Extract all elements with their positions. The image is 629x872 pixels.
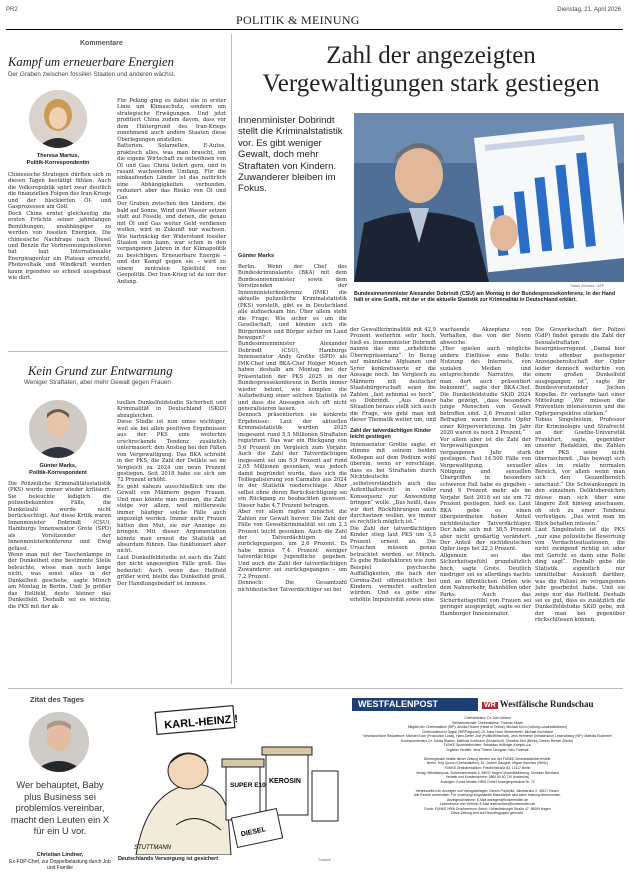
article-text-col4: Die Gewerkschaft der Polizei (GdP) findet gerade die Zahl der Sexualstraftaten besorgniserregend. „Damal hier trotz offenbar gestiegener Anzeigebereitschaft der Opfer leider dennoch weiterhin von einem großen Dunkelfeld ausgegangen ist“, sagte ihr Bundesvorsitzender Jochen Kopelke. Er verlangte laut einer Mitteilung: „Wir müssen die Prävention intensivieren und die Opferperspektive stärken.“ Tobias Singelnstein, Professor für Kriminologie und Strafrecht an der Goethe-Universität Frankfurt, sagte, gegenüber unserer Redaktion, die Zahlen der PKS seien nicht überraschend. „Das bewegt sich alles im relativ normalen Bereich, vor allem wenn man sich den Gesamtbereich anschaut.“ Die Schwankungen in den einzelnen Deliktsbereichen müsse man sich über eine längere Zeit hinweg anschauen, ob sich zu einer Tendenz verfestigen. „Das wird man im Blick behalten müssen.“ Laut Singelnstein ist die PKS „nur eine polizeiliche Bewertung von Verdachtssituationen, die nicht zwingend richtig ist oder mit Gericht so dann eine Rolle ding sagt“. Deshalb gebe die Statistik eigentlich nur unmittelbar Auskunft darüber, was die Polizei im vergangenen Jahr gearbeitet habe. Und sie zeige nur das Hellfeld. Deshalb sei es gut, dass es zusätzlich die Dunkelfeldstudie SKiD gebe, mit der man bei gegenüber rückschlüssen können. [535, 327, 625, 624]
commentary-text-col2: Für Peking ging es dabei nie in erster Linie um Klimaschutz, sondern um strategische Erwägungen. Und jetzt profitiert China zudem davon, dass vor dem Hintergrund des Iran-Kriegs zunehmend auch andere Staaten diese Überlegungen anstellen. Batterien, Solarzellen, E-Autos, praktisch alles, was man braucht, um die eigene Wirtschaft zu entwöhnen von Öl und Gas: China liefert gern, und in rasant wachsendem Umfang. Für die einkaufenden Länder ist das natürlich eine Abhängigkeiten verbunden, reduziert aber das Risiko von Öl und Gas. Der Graben zwischen den Ländern, die bald auf Sonne, Wind und Wasser setzen statt auf Fossile, und denen, die genau mit Öl und Gas weiter Geld verdienen wollen, wird in Zukunft nur wachsen. Wie hartnäckig der Widerstand fossiler Staaten sein kann, war schon in den vergangenen Jahren in der Klimapolitik zu besichtigen. Erneuerbare Energie – und der Kampf gegen sie – wird zu einem zentralen Spielfeld von Geopolitik. Der Iran-Krieg ist da nur der Anfang. [117, 98, 226, 285]
quote-person: Christian Lindner, [36, 852, 84, 858]
wr-logo: WR [484, 702, 496, 709]
author-photo [29, 400, 87, 458]
commentary-subline: Weniger Straftaten, aber mehr Gewalt gegen Frauen [24, 379, 171, 386]
cartoon-jar-label: SUPER E10 [230, 782, 266, 789]
commentary-headline: Kampf um erneuerbare Energien [8, 55, 174, 69]
article-photo [354, 113, 624, 282]
cartoon [116, 695, 346, 855]
impressum-text: Chefredakteur: Dr. Jost Lübben Stellvertretender Chefredakteur: Thomas Kloste Mitglied der Chefredaktion (WP): Annika Fischer (Head of Online), Michael Koch (Leitung Lokalredaktionen) Chefredakteur/in Digital (WP/Regional): Dr. Anna Hoch Stellvertreter: Michael Kochtheim Verantwortliche Redakteure: Michael Koch (Produktion Lokal), Hans-Dieter Jost (Politik/Wirtschaft), Jens Hehnerke (Infrastruktur) Lesersdialog (WP): Mathias Eickmeier Korrespondenten: Dr. Tobias Blasius, Matthias Korfmann (Düsseldorf), Christian Kerl (Berlin), Dennis Reimer (Berlin). FUNKE Sportnachrichten: Sebastian Hüttinger-Kampik u.a. Digitaler Vertrieb: Jens Thieme Designer: Nico Trzeciak Überregionale Inhalte dieser Zeitung werden von der FUNKE Zentralredaktion erstellt. Berlin: Jörg Quoos (Chefredakteur), Dr. Jochen Gaugele, Miguel Sanches (Stellv.) FUNKE Zentralredaktion: Friedrichstraße 83, 10117 Berlin Verlag: Westfalenpost, Schürmannstraße 4, 58097 Hagen Geschäftsführung: Christian Nienhaus Vertrieb und Kundenservice: 0800 60 60 710 (kostenlos) Anzeigen: Funke Medien NRW GmbH Anzeigenpreisliste Nr. 72 Verantwortlich für Anzeigen und Verlagsbeilagen: Dennis Przybylla, Jakobstraße 2, 45127 Essen. Alle Rechte vorbehalten. Für unverlangt eingesandte Manuskripte wird keine Haftung übernommen. Anzeigenannahme: E-Mail anzeigen@funkemedien.de Leserservice und Vertrieb: E-Mail leserservice@funkemedien.de Druck: FUNKE NRW Druckzentrum GmbH, Hohenlimburger Straße 47, 58099 Hagen Diese Zeitung wird auf Recyclingpapier gedruckt. [363, 716, 612, 816]
quote-person-photo [29, 712, 89, 772]
author-name: Günter Marks, [39, 463, 77, 469]
cartoon-sign: KARL-HEINZ ! [163, 713, 239, 732]
article-subhead: Zahl der tatverdächtigen Kinder leicht gestiegen [350, 428, 432, 441]
brand-name: Westfälische Rundschau [499, 699, 594, 709]
brand-name: WESTFALENPOST [358, 699, 439, 709]
column-divider [231, 34, 232, 684]
author-name: Theresa Martus, [36, 153, 80, 159]
article-deck: Innenminister Dobrindt stellt die Kriminalstatistik vor. Es gibt weniger Gewalt, doch mehr Straftaten von Kindern. Zuwanderer bleiben im Fokus. [238, 115, 343, 195]
commentary-subline: Der Graben zwischen fossilen Staaten und anderen wächst. [8, 71, 176, 78]
main-headline: Zahl der angezeigten Vergewaltigungen stark gestiegen [262, 42, 600, 97]
commentary-text-col2: tuellen Dunkelfeldstudie Sicherheit und Kriminalität in Deutschland (SKiD) abzugleichen. Diese Studie ist nun umso wichtiger, weil sie bei allen positiven Ergebnissen aus der PKS eine weiterhin erschreckende Tendenz zusätzlich untermauert: den Anstieg bei den Fällen von Vergewaltigung. Das BKA schreibt in der PKS, die Zahl der Delikte sei im Vergleich zu 2024 um neun Prozent gestiegen. Seit 2018 habe sie sich um 72 Prozent erhöht. Es geht nahezu ausschließlich um die Gewalt von Männern gegen Frauen. Und man könnte man meinen, die Zahl steige vor allem, weil mittlerweile immer häufiger solche Fälle auch angezeigt werden. Immer mehr Frauen hätten den Mut, sie zur Anzeige zu bringen. Mit dieser Argumentation könnte man erneut die Statistik ad absurdum führen. Das funktioniert aber nicht. Laut Dunkelfeldstudie ist auch die Zahl der nicht angezeigten Fälle groß. Das bedeutet: Auch wenn das Hellfeld größer wird, bleibt das Dunkelfeld groß. Der Handlungsbedarf ist immens. [117, 400, 226, 587]
article-text-col2b: Innensenator Grothe sagte, er stimme mit seinem beiden Kollegen auf dem Podium wohl überein, wenn er vorschlage, dass es bei Straftaten durch Nichtdeutsche „selbstverständlich auch das Aufenthaltsrecht in voller Konsequenz zur Anwendung bringen“ wolle. „Das heißt, dass wir dort Rückführungen auch durchsetzen wollen, wo immer es rechtlich möglich ist.“ Die Zahl der tatverdächtigen Kinder stieg laut PKS um 3,3 Prozent erneut an. Die Ursachen müssen genau betrachtet werden, so Münch. Es gebe Risikofaktoren wie zum Beispiel psychische Auffälligkeiten, die nach der Corona-Zeit offensichtlich bei Kindern vermehrt auftreten würden. Und es gebe eine erhöhte Impulsivität sowie eine [350, 442, 436, 603]
article-text-col1: Berlin. Wenn der Chef des Bundeskriminalamts (BKA) mit dem Bundesinnenminister sowie dem Vorsitzenden der Innenministerkonferenz (IMK) die aktuelle polizeiliche Kriminalstatistik (PKS) vorstellt, gibt es in Deutschland alle aufmerksam hin. Über allem steht die Frage: Wie sicher es um die Gesellschaft, und können sich die Bürgerinnen und Bürger sicher im Land bewegen? Bundesinnenminister Alexander Dobrindt (CSU), Hamburgs Innensenator Andy Grothe (SPD) als IMK-Chef und BKA-Chef Holger Münch haben deshalb am Montag bei der Präsentation der PKS 2025 in der Bundespressekonferenz in Berlin immer wieder betont, wie komplex die Aufarbeitung einer solchen Statistik ist und dass die Aussagen sich oft nicht generalisieren lassen. Dennoch präsentierten sie konkrete Ergebnisse: Laut der aktuellen Kriminalstatistik wurden 2025 insgesamt rund 5,5 Millionen Straftaten registriert. Das war ein Rückgang von 5,6 Prozent im Vergleich zum Vorjahr. Auch die Zahl der Tatverdächtigen insgesamt sei um 5,9 Prozent auf rund 2,05 Millionen gesunken, was jedoch damit begründet wurde, dass sich die Teillegalisierung von Cannabis aus 2024 in der Statistik niederschlage. Aber selbst ohne deren Berücksichtigung sei ein Rückgang zu beobachten gewesen. Dieser habe 4,7 Prozent betragen. Aber vor allem ragten zunächst die Zahlen zur Gewalt hervor. Die Zahl der Fälle von Gewaltkriminalität sei um 2,3 Prozent leicht gesunken. Auch die Zahl der Tatverdächtigen ist zurückgegangen, um 2,6 Prozent. Es habe minus 7,4 Prozent weniger tatverdächtige Jugendliche gegeben. Und auch die Zahl der tatverdächtigen Zuwanderer sei zurückgegangen – um 7,2 Prozent. Dennoch: Die Gesamtzahl nichtdeutscher Tatverdächtiger sei bei [238, 264, 347, 593]
brand-westfalenpost [352, 698, 478, 711]
page-number: PR2 [6, 7, 18, 13]
article-text-col3: wachsende Akzeptanz von Verhalten, das von der Norm abweiche. „Hier spielen auch mögliche andere Einflüsse eine Rolle: Nutzung des Internets, von sozialen Medien und entsprechende Narrative, die man dort auch präsentiert bekommt“, sagte der BKA-Chef. Die Dunkelfeldstudie SKiD 2024 habe gezeigt, „dass besonders junge Menschen von Gewalt betroffen sind. 2,6 Prozent aller Befragten waren bereits Opfer einer Körperverletzung. Im Jahr 2020 waren es noch 2 Prozent.“ Vor allem aber ist die Zahl der Vergewaltigungen im vergangenen Jahr stark gestiegen. Fast 14.500 Fälle von Vergewaltigung, sexueller Nötigung und sexuellen Übergriffen in besonders schweren Fall habe es gegeben – rund 9 Prozent mehr als im Vorjahr. Seit 2018 sei sie um 72 Prozent gestiegen, hieß es. Laut BKA gebe es einen übergeordneten hohen Anteil nichtdeutscher Tatverdächtiger. Der habe sich mit 38,5 Prozent aber nicht großartig verändert. Der Anteil der nichtdeutschen Opfer liege bei 22,3 Prozent. Allgemein sei das Sicherheitsgefühl grundsätzlich hoch, sagte Grote. Deutlich niedriger sei es allerdings nachts und an öffentlichen Orten wie dem Nahverkehr, Bahnhöfen oder Parks. Auch das Sicherheitsgefühl von Frauen sei geringer ausgeprägt, sagte so der Hamburger Innensenator. [440, 327, 531, 617]
photo-credit: Tobias Schwarz / AFP [570, 284, 605, 288]
commentary-text-col1: Die Polizeiliche Kriminalitätsstatistik (PKS) wurde immer wieder kritisiert. Sie beleuchte lediglich die polizeibekannten Fälle, die Dunkelzahl werde nicht berücksichtigt. Auf diese Kritik waren Innenminister Dobrindt (CSU), Hamburgs Innensenator Grote (SPD) als Vorsitzender der Innenministerkonferenz und Ewig gefasst. Wenn man mit der Taschenlampe in der Dunkelheit eine bestimmte Stelle beleuchte, wisse man noch lange nicht, was sonst alles in der Dunkelheit geschehe, sagte Münch am Montag in Berlin. Und: Je größer das Hellfeld, desto kleiner das Dunkelfeld. Deshalb sei es wichtig, die PKS mit der ak- [8, 481, 111, 610]
cartoon-credit: Tomicek [318, 858, 331, 862]
quote-text: Wer behauptet, Baby plus Business sei problemlos vereinbar, macht den Leuten ein X für ein U vor. [10, 780, 110, 837]
cartoon-jar-label: DIESEL [240, 826, 267, 839]
divider [8, 351, 228, 352]
quote-title: Zitat des Tages [30, 695, 85, 704]
cartoon-caption: Deutschlands Versorgung ist gesichert [118, 856, 219, 862]
brand-westfaelische-rundschau [482, 698, 623, 711]
cartoon-jar-label: KEROSIN [269, 778, 301, 785]
issue-date: Dienstag, 21. April 2026 [557, 7, 621, 13]
section-kicker: Kommentare [80, 40, 123, 47]
ressort-title: POLITIK & MEINUNG [236, 13, 360, 27]
author-photo [29, 90, 87, 148]
page-header [6, 4, 623, 30]
photo-caption: Bundesinnenminister Alexander Dobrindt (CSU) am Montag in der Bundespressekonferenz. In der Hand hält er eine Grafik, mit der er die aktuelle Statistik zur Kriminalität in Deutschland erklärt. [354, 291, 616, 304]
author-role: Politik-Korrespondent [29, 470, 87, 476]
article-text-col2: der Gewaltkriminalität mit 42,9 Prozent weiterhin sehr hoch, hieß es. Innenminister Dobrindt nannte das eine „erhebliche Überrepräsentanz“. In Bezug auf männliche Afghanen und Syrer konkretisierte er die Aussage noch. Im Vergleich zu Männern mit deutscher Staatsbürgerschaft seien die Zahlen „fast zehnmal so hoch“, so Dobrindt. „Aus dieser Situation heraus stellt sich auch die Frage, wie geht man mit dieser Thematik weiter um, und [350, 327, 436, 424]
quote-person-desc: Ex-FDP-Chef, zur Doppelbelastung durch Job und Familie [9, 859, 111, 871]
cartoon-signature: STUTTMANN [134, 845, 171, 851]
author-role: Politik-Korrespondentin [26, 160, 90, 166]
byline: Günter Marks [238, 253, 275, 259]
commentary-headline: Kein Grund zur Entwarnung [28, 364, 173, 378]
commentary-text-col1: Chinesische Strategen dürften sich in diesen Tagen bestätigt fühlen. Auch die Volksrepublik spürt zwar deutlich die finanziellen Folgen des Iran-Kriegs und der blockierten Öl- und Gasprozessen am Golf. Doch China erntet gleichzeitig die ersten Früchte seiner jahrelangen Bemühungen, unabhängiger zu werden von fossilen Energien. Die chinesische Nachfrage nach Diesel und Benzin für Verbrennungsmotoren hat laut Internationaler Energieagentur ein Plateau erreicht, Photovoltaik und Windkraft werden kaum irgendwo so schnell ausgebaut wie dort. [8, 172, 111, 282]
